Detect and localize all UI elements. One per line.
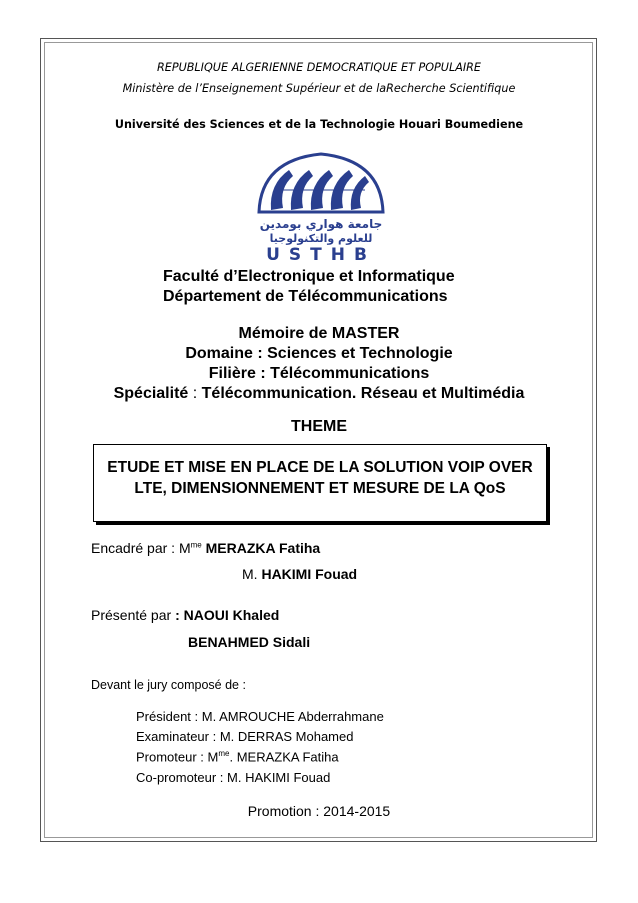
specialite-line (0, 385, 638, 403)
jury-copromoteur: Co-promoteur : M. HAKIMI Fouad (136, 770, 331, 785)
theme-label: THEME (291, 418, 347, 435)
memoire-title: Mémoire de MASTER (238, 325, 400, 342)
republic-line: REPUBLIQUE ALGERIENNE DEMOCRATIQUE ET POPULAIRE (156, 61, 482, 74)
logo-arabic-2: للعلوم والتكنولوجيا (269, 232, 373, 245)
supervision-sup: me (190, 540, 202, 550)
presentation-label: Présenté par (91, 607, 172, 623)
domaine-line: Domaine : Sciences et Technologie (185, 345, 453, 362)
supervisor-2-line (242, 566, 357, 582)
specialite-label: Spécialité (113, 385, 189, 402)
presentation-line (91, 607, 279, 623)
jury-promoteur (136, 749, 339, 764)
faculty-name: Faculté d’Electronique et Informatique (163, 268, 455, 285)
supervisor-1: MERAZKA Fatiha (205, 540, 321, 556)
specialite-separator: : (192, 385, 198, 402)
supervisor-2: HAKIMI Fouad (261, 566, 358, 582)
student-1: : NAOUI Khaled (175, 607, 280, 623)
jury-intro: Devant le jury composé de : (91, 678, 246, 692)
university-line: Université des Sciences et de la Technologie Houari Boumediene (114, 118, 524, 131)
logo-arabic-1: جامعة هواري بومدين (259, 217, 383, 231)
theme-box (93, 444, 547, 522)
promoteur-b: . MERAZKA Fatiha (229, 749, 339, 765)
supervision-label: Encadré par : M (91, 540, 191, 556)
ministry-line: Ministère de l’Enseignement Supérieur et de laRecherche Scientifique (122, 82, 516, 95)
promoteur-sup: me (218, 749, 230, 758)
promoteur-a: Promoteur : M (136, 749, 219, 765)
theme-text: ETUDE ET MISE EN PLACE DE LA SOLUTION VOIP OVER LTE, DIMENSIONNEMENT ET MESURE DE LA QoS (107, 459, 533, 497)
jury-examinateur: Examinateur : M. DERRAS Mohamed (136, 729, 354, 744)
department-name: Département de Télécommunications (163, 288, 448, 305)
jury-president: Président : M. AMROUCHE Abderrahmane (136, 709, 384, 724)
promotion-line: Promotion : 2014-2015 (247, 803, 391, 819)
usthb-logo (253, 150, 389, 262)
logo-acronym: USTHB (266, 245, 376, 262)
student-2: BENAHMED Sidali (188, 634, 311, 650)
supervisor-2-prefix: M. (242, 566, 258, 582)
specialite-value: Télécommunication. Réseau et Multimédia (201, 385, 525, 402)
supervision-line (91, 540, 320, 556)
filiere-line: Filière : Télécommunications (208, 365, 430, 382)
